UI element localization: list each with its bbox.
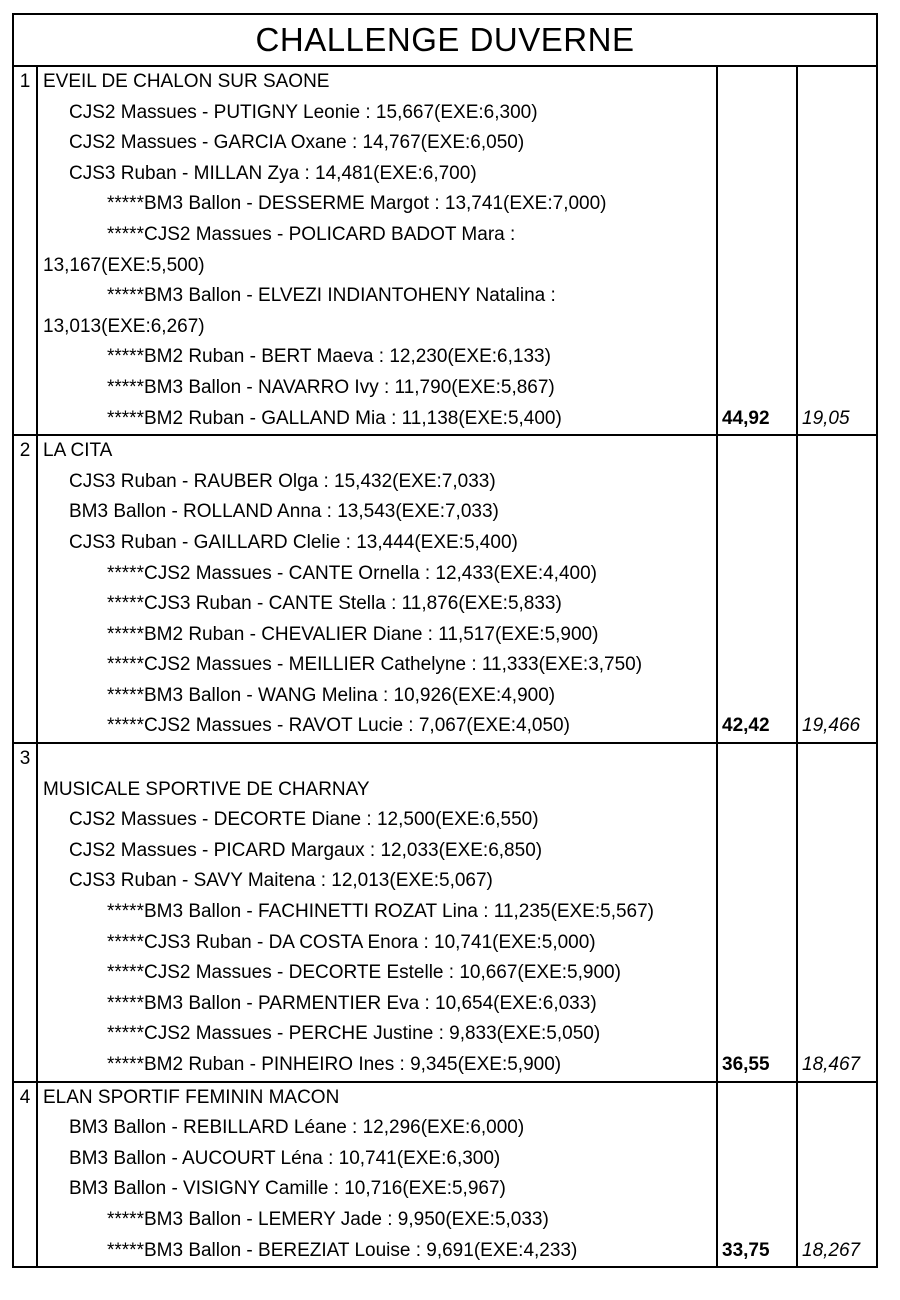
extra-entry-line: *****BM3 Ballon - DESSERME Margot : 13,741(EXE:7,000): [107, 193, 607, 215]
club-total-cell: [718, 1083, 798, 1267]
club-average: 19,05: [802, 407, 850, 429]
club-total-cell: [718, 436, 798, 742]
entry-line: BM3 Ballon - VISIGNY Camille : 10,716(EXE:5,967): [69, 1178, 506, 1200]
entry-line: BM3 Ballon - AUCOURT Léna : 10,741(EXE:6,300): [69, 1147, 501, 1169]
club-average: 18,267: [802, 1239, 861, 1261]
club-block: [14, 67, 876, 436]
club-total-cell: [718, 67, 798, 434]
extra-entry-line: *****CJS3 Ruban - DA COSTA Enora : 10,741(EXE:5,000): [107, 931, 596, 953]
club-rank: 3: [14, 744, 38, 1081]
extra-entry-line: *****BM3 Ballon - ELVEZI INDIANTOHENY Natalina :: [107, 285, 556, 307]
club-average-cell: [798, 67, 876, 434]
extra-entry-line: *****BM3 Ballon - NAVARRO Ivy : 11,790(EXE:5,867): [107, 376, 555, 398]
club-total-cell: [718, 744, 798, 1081]
club-name: ELAN SPORTIF FEMININ MACON: [43, 1086, 340, 1108]
club-average-cell: [798, 436, 876, 742]
extra-entry-continuation: 13,167(EXE:5,500): [43, 254, 205, 276]
entry-line: CJS2 Massues - PUTIGNY Leonie : 15,667(EXE:6,300): [69, 101, 538, 123]
extra-entry-line: *****BM3 Ballon - LEMERY Jade : 9,950(EXE:5,033): [107, 1208, 549, 1230]
club-body: [38, 744, 718, 1081]
club-rank: 1: [14, 67, 38, 434]
club-body: [38, 67, 718, 434]
extra-entry-line: *****BM3 Ballon - PARMENTIER Eva : 10,654(EXE:6,033): [107, 992, 597, 1014]
club-name: EVEIL DE CHALON SUR SAONE: [43, 71, 330, 92]
club-total: 44,92: [722, 407, 770, 429]
extra-entry-line: *****BM3 Ballon - FACHINETTI ROZAT Lina : 11,235(EXE:5,567): [107, 901, 655, 923]
club-rank: 2: [14, 436, 38, 742]
club-body: [38, 436, 718, 742]
club-rank: 4: [14, 1083, 38, 1267]
extra-entry-line: *****BM2 Ruban - GALLAND Mia : 11,138(EXE:5,400): [107, 407, 562, 429]
extra-entry-line: *****CJS2 Massues - MEILLIER Cathelyne : 11,333(EXE:3,750): [107, 654, 643, 676]
club-block: [14, 436, 876, 744]
entry-line: BM3 Ballon - REBILLARD Léane : 12,296(EXE:6,000): [69, 1117, 525, 1139]
extra-entry-line: *****CJS2 Massues - POLICARD BADOT Mara :: [107, 223, 516, 245]
entry-line: CJS3 Ruban - SAVY Maitena : 12,013(EXE:5,067): [69, 870, 493, 892]
club-total: 33,75: [722, 1239, 770, 1261]
extra-entry-line: *****CJS3 Ruban - CANTE Stella : 11,876(EXE:5,833): [107, 593, 562, 615]
extra-entry-line: *****BM2 Ruban - PINHEIRO Ines : 9,345(EXE:5,900): [107, 1054, 562, 1075]
results-sheet: [12, 13, 878, 1268]
blank-line: [43, 744, 716, 775]
entry-line: CJS3 Ruban - GAILLARD Clelie : 13,444(EXE:5,400): [69, 531, 518, 553]
club-block: [14, 744, 876, 1083]
extra-entry-line: *****CJS2 Massues - DECORTE Estelle : 10,667(EXE:5,900): [107, 962, 621, 984]
extra-entry-line: *****BM2 Ruban - CHEVALIER Diane : 11,517(EXE:5,900): [107, 623, 599, 645]
extra-entry-continuation: 13,013(EXE:6,267): [43, 315, 205, 337]
entry-line: BM3 Ballon - ROLLAND Anna : 13,543(EXE:7,033): [69, 501, 499, 523]
extra-entry-line: *****CJS2 Massues - PERCHE Justine : 9,833(EXE:5,050): [107, 1023, 601, 1045]
club-average: 19,466: [802, 715, 861, 737]
club-total: 36,55: [722, 1054, 770, 1075]
entry-line: CJS3 Ruban - RAUBER Olga : 15,432(EXE:7,033): [69, 470, 496, 492]
club-average-cell: [798, 744, 876, 1081]
extra-entry-line: *****BM3 Ballon - WANG Melina : 10,926(EXE:4,900): [107, 684, 556, 706]
club-name: MUSICALE SPORTIVE DE CHARNAY: [43, 778, 370, 800]
extra-entry-line: *****BM3 Ballon - BEREZIAT Louise : 9,691(EXE:4,233): [107, 1239, 578, 1261]
entry-line: CJS2 Massues - PICARD Margaux : 12,033(EXE:6,850): [69, 839, 543, 861]
extra-entry-line: *****BM2 Ruban - BERT Maeva : 12,230(EXE:6,133): [107, 346, 551, 368]
club-body: [38, 1083, 718, 1267]
club-average-cell: [798, 1083, 876, 1267]
entry-line: CJS2 Massues - DECORTE Diane : 12,500(EXE:6,550): [69, 809, 539, 831]
entry-line: CJS2 Massues - GARCIA Oxane : 14,767(EXE:6,050): [69, 132, 525, 154]
extra-entry-line: *****CJS2 Massues - RAVOT Lucie : 7,067(EXE:4,050): [107, 715, 570, 737]
entry-line: CJS3 Ruban - MILLAN Zya : 14,481(EXE:6,700): [69, 162, 477, 184]
club-name: LA CITA: [43, 440, 113, 462]
extra-entry-line: *****CJS2 Massues - CANTE Ornella : 12,433(EXE:4,400): [107, 562, 597, 584]
club-average: 18,467: [802, 1054, 861, 1075]
page-title: CHALLENGE DUVERNE: [14, 15, 876, 67]
club-total: 42,42: [722, 715, 770, 737]
club-block: [14, 1083, 876, 1267]
